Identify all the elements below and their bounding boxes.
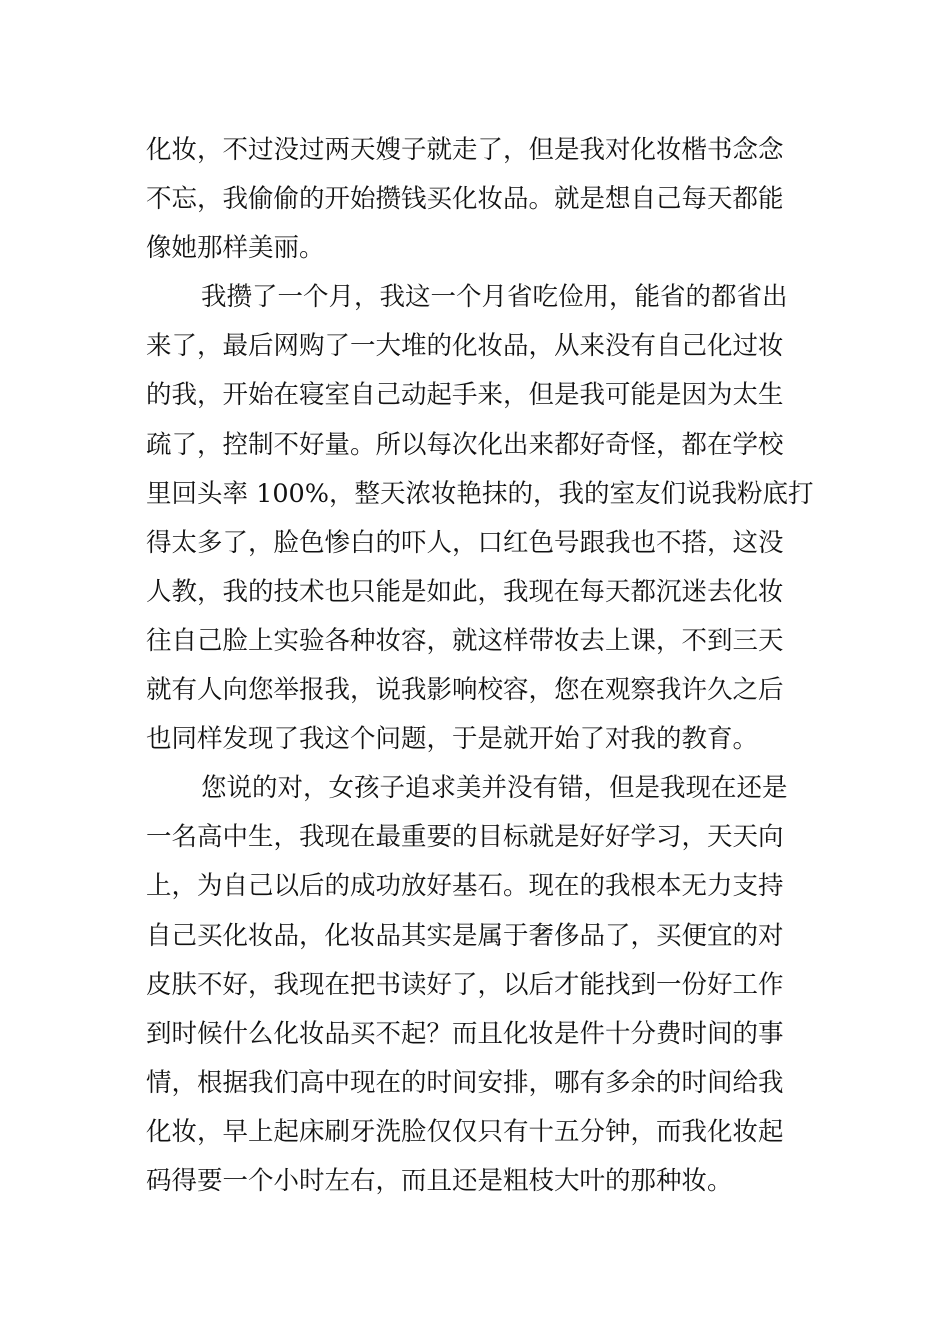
paragraph-first-line: 您说的对，女孩子追求美并没有错，但是我现在还是: [201, 773, 788, 804]
text-line: 码得要一个小时左右，而且还是粗枝大叶的那种妆。: [146, 1165, 733, 1196]
body-text: [146, 126, 814, 1206]
text-line: 里回头率 100%，整天浓妆艳抹的，我的室友们说我粉底打: [146, 478, 814, 509]
text-line: 来了，最后网购了一大堆的化妆品，从来没有自己化过妆: [146, 331, 784, 362]
text-line: 情，根据我们高中现在的时间安排，哪有多余的时间给我: [146, 1067, 784, 1098]
text-line: 也同样发现了我这个问题，于是就开始了对我的教育。: [146, 724, 759, 755]
paragraph-first-line: 我攒了一个月，我这一个月省吃俭用，能省的都省出: [201, 282, 788, 313]
text-line: 像她那样美丽。: [146, 233, 325, 264]
text-line: 皮肤不好，我现在把书读好了，以后才能找到一份好工作: [146, 969, 784, 1000]
text-line: 化妆，不过没过两天嫂子就走了，但是我对化妆楷书念念: [146, 135, 784, 165]
text-line: 疏了，控制不好量。所以每次化出来都好奇怪，都在学校: [146, 429, 784, 460]
text-line: 就有人向您举报我，说我影响校容，您在观察我许久之后: [146, 675, 784, 706]
text-line: 人教，我的技术也只能是如此，我现在每天都沉迷去化妆: [146, 576, 784, 607]
text-line: 化妆，早上起床刷牙洗脸仅仅只有十五分钟，而我化妆起: [146, 1116, 784, 1147]
text-line: 到时候什么化妆品买不起？而且化妆是件十分费时间的事: [146, 1018, 784, 1049]
text-line: 得太多了，脸色惨白的吓人，口红色号跟我也不搭，这没: [146, 527, 784, 558]
text-line: 不忘，我偷偷的开始攒钱买化妆品。就是想自己每天都能: [146, 184, 784, 215]
text-line: 上，为自己以后的成功放好基石。现在的我根本无力支持: [146, 871, 784, 902]
text-line: 的我，开始在寝室自己动起手来，但是我可能是因为太生: [146, 380, 784, 411]
text-line: 一名高中生，我现在最重要的目标就是好好学习，天天向: [146, 822, 784, 853]
text-line: 往自己脸上实验各种妆容，就这样带妆去上课，不到三天: [146, 625, 784, 656]
text-line: 自己买化妆品，化妆品其实是属于奢侈品了，买便宜的对: [146, 920, 784, 951]
